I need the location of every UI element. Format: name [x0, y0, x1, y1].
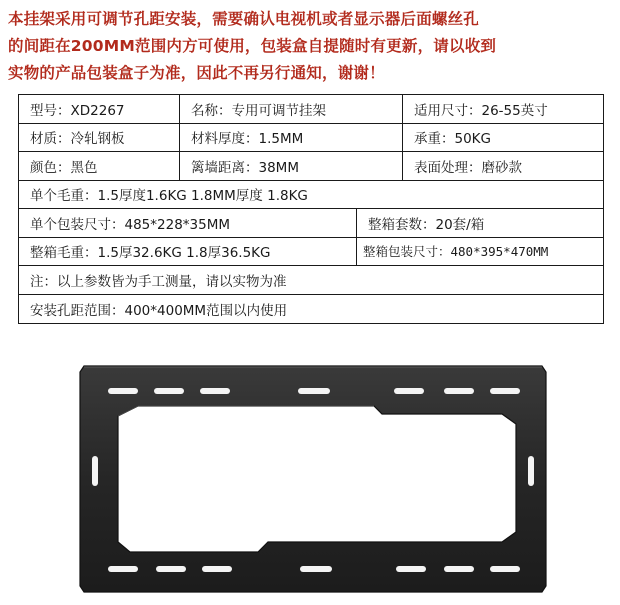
spec-row [19, 181, 603, 210]
bottom-slots [108, 566, 520, 572]
spec-row [19, 95, 603, 124]
side-slots [92, 456, 534, 486]
spec-row [19, 152, 603, 181]
spec-box-qty: 整箱套数：20套/箱 [356, 209, 603, 237]
spec-row [19, 238, 603, 267]
spec-gross-weight: 单个毛重：1.5厚度1.6KG 1.8MM厚度 1.8KG [30, 188, 308, 205]
spec-table [18, 94, 604, 324]
spec-name: 名称：专用可调节挂架 [179, 95, 402, 123]
notice-line-2: 的间距在200MM范围内方可使用，包装盒自提随时有更新，请以收到 [8, 37, 497, 55]
spec-note: 注：以上参数皆为手工测量，请以实物为准 [30, 273, 287, 290]
spec-box-size: 整箱包装尺寸：480*395*470MM [356, 238, 603, 266]
spec-row [19, 124, 603, 153]
spec-thickness: 材料厚度：1.5MM [179, 124, 402, 152]
spec-wall-distance: 篱墙距离：38MM [179, 152, 402, 180]
spec-row [19, 295, 603, 324]
spec-row [19, 266, 603, 295]
spec-row [19, 209, 603, 238]
notice-line-1: 本挂架采用可调节孔距安装，需要确认电视机或者显示器后面螺丝孔 [8, 10, 480, 28]
notice-text [8, 6, 612, 87]
top-slots [108, 388, 520, 394]
notice-line-3: 实物的产品包装盒子为准，因此不再另行通知，谢谢！ [8, 64, 385, 82]
spec-color: 颜色：黑色 [30, 159, 98, 176]
spec-size: 适用尺寸：26-55英寸 [402, 95, 603, 123]
spec-material: 材质：冷轧钢板 [30, 131, 125, 148]
bracket-frame [80, 366, 546, 592]
spec-finish: 表面处理：磨砂款 [402, 152, 603, 180]
spec-box-weight: 整箱毛重：1.5厚32.6KG 1.8厚36.5KG [30, 245, 271, 262]
spec-model: 型号：XD2267 [30, 102, 125, 119]
spec-load: 承重：50KG [402, 124, 603, 152]
tv-bracket-image [78, 362, 548, 596]
spec-package-size: 单个包装尺寸：485*228*35MM [30, 216, 231, 233]
spec-hole-range: 安装孔距范围：400*400MM范围以内使用 [30, 302, 288, 319]
